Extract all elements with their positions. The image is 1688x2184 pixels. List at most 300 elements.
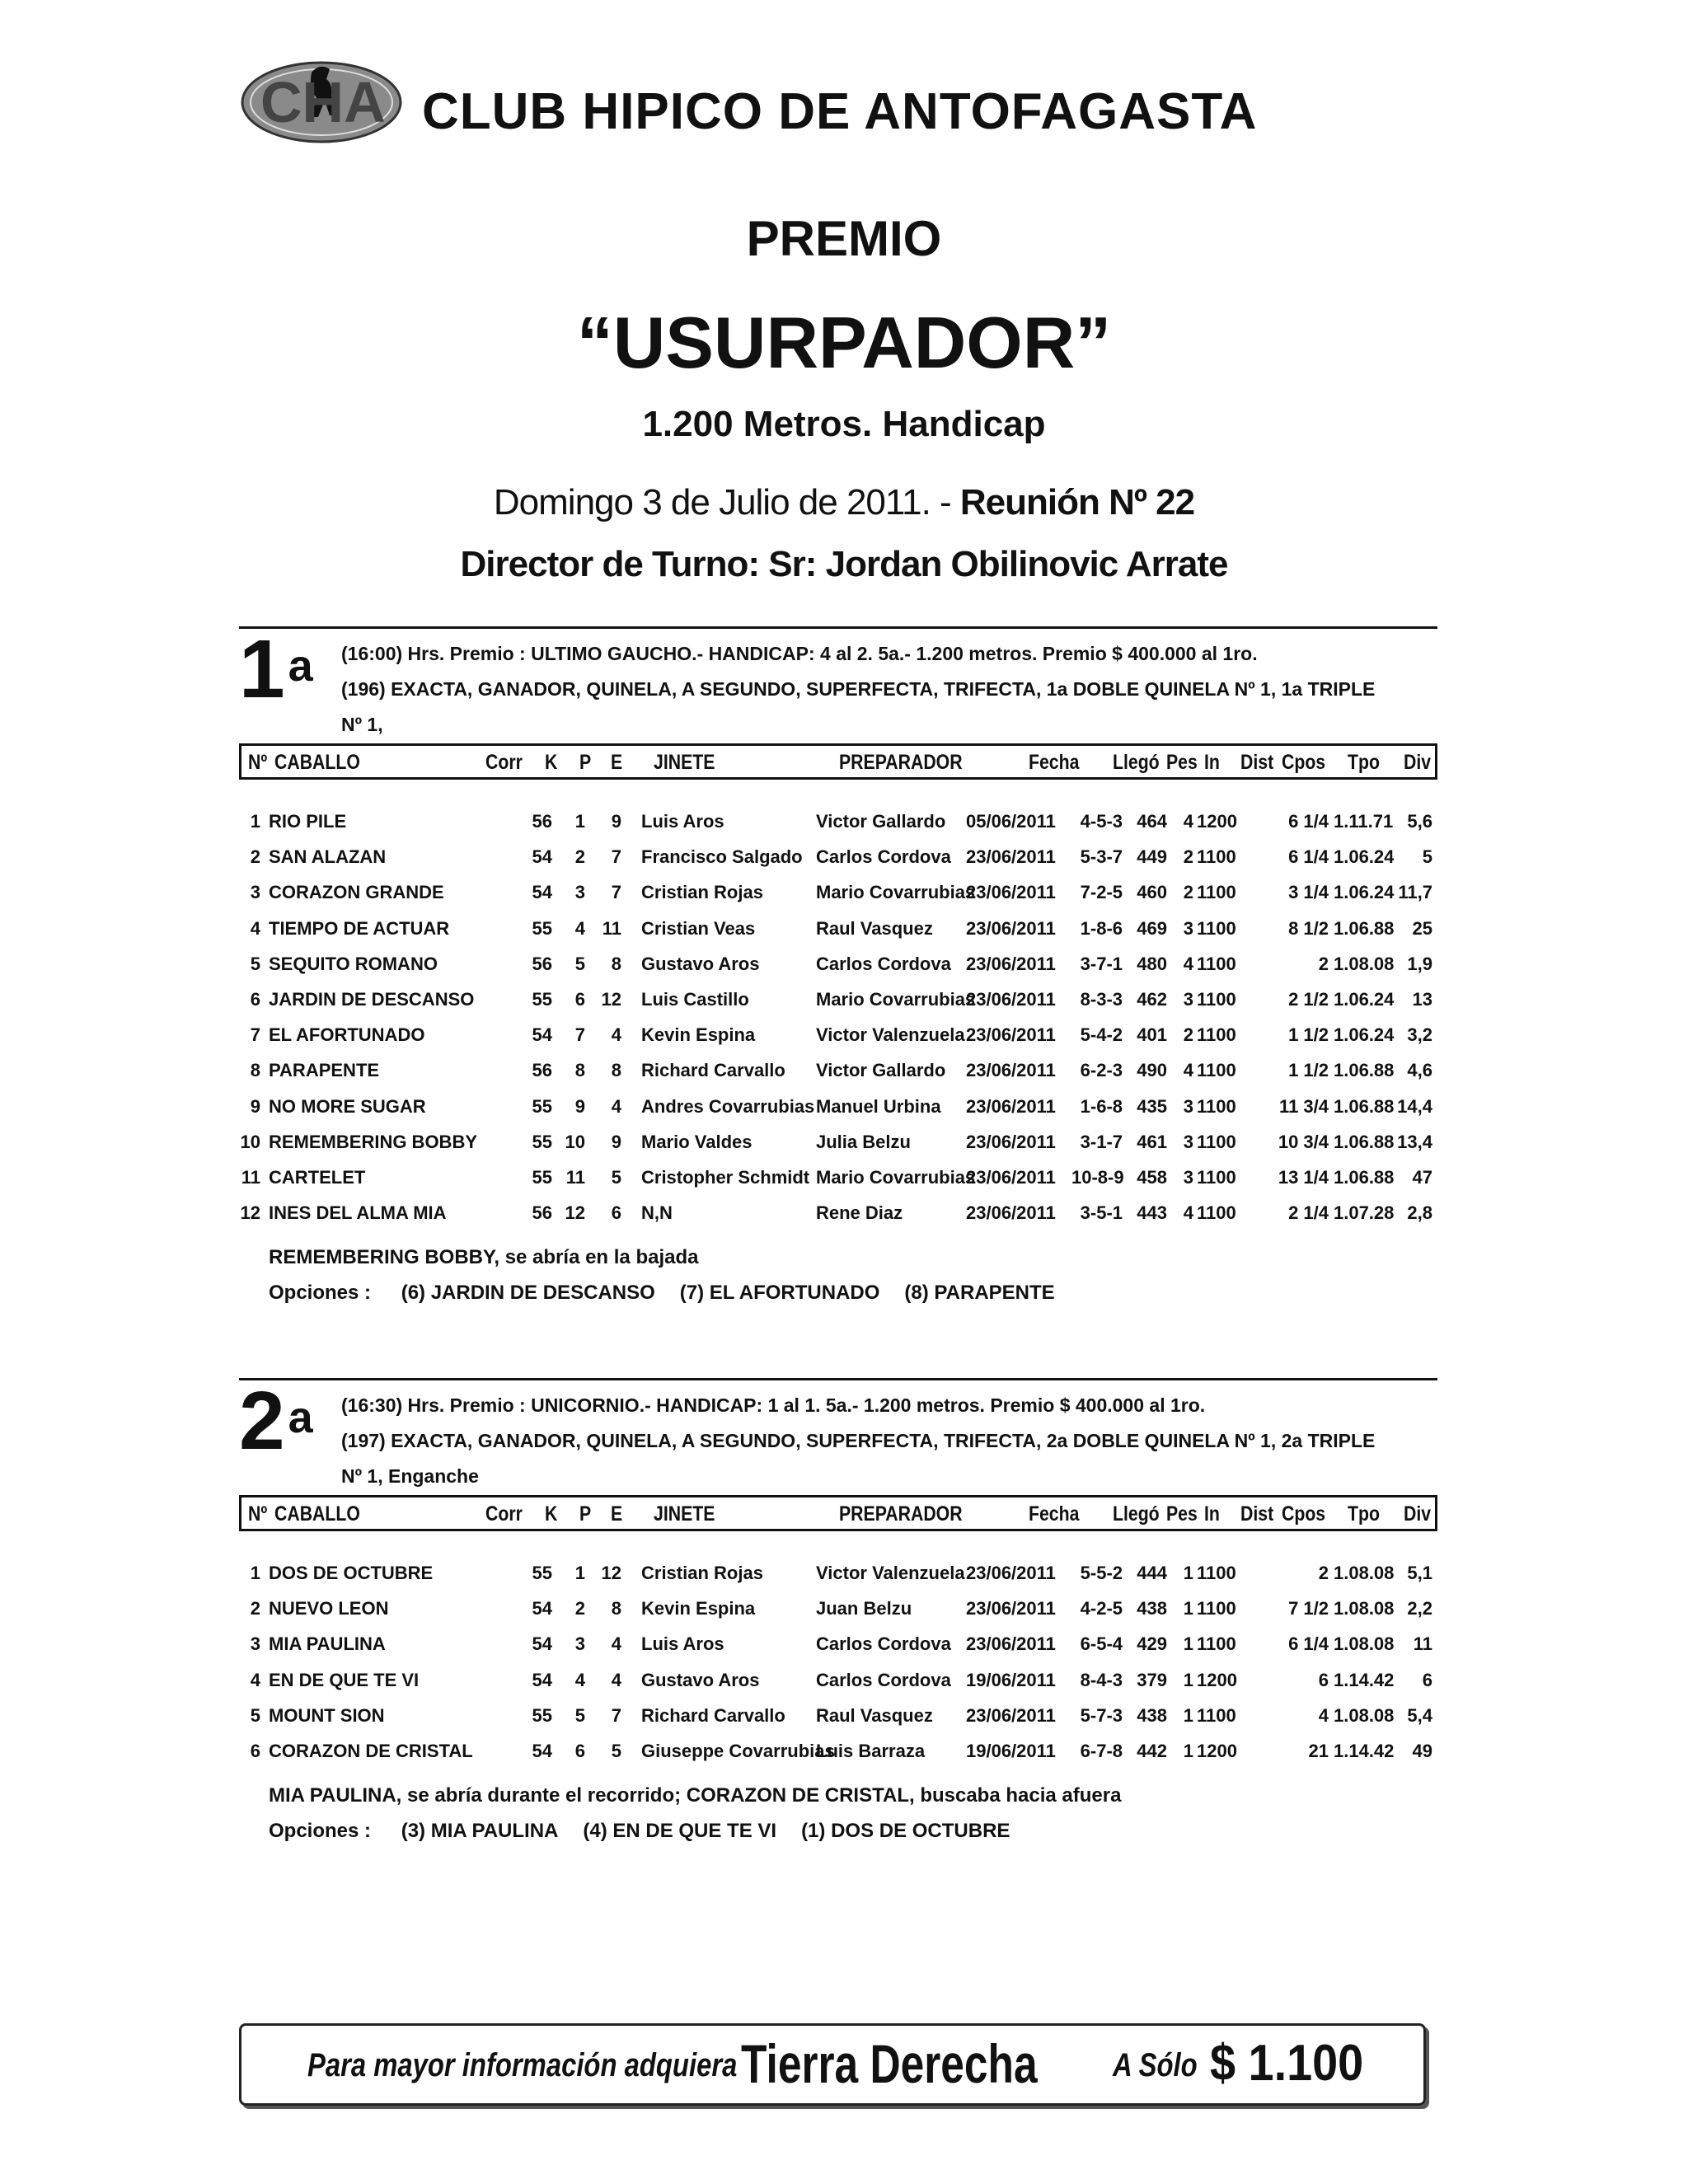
- cell-date: 23/06/2011: [966, 1202, 1056, 1224]
- cell-in: 1: [1183, 1633, 1193, 1655]
- svg-text:CHA: CHA: [260, 70, 386, 134]
- cell-row-number: 10: [240, 1131, 260, 1152]
- cell-in: 1: [1183, 1669, 1193, 1690]
- cell-cpos: 21: [1308, 1741, 1329, 1761]
- cell-weight-k: 55: [532, 1167, 552, 1188]
- cell-post-p: 7: [574, 1024, 585, 1046]
- cell-dist: 1200: [1197, 811, 1237, 832]
- cell-in: 3: [1183, 1095, 1193, 1117]
- cell-weight-k: 54: [532, 1633, 552, 1655]
- cell-trainer: Manuel Urbina: [816, 1095, 941, 1117]
- cell-horse-name: PARAPENTE: [269, 1060, 380, 1081]
- club-logo: [239, 56, 404, 145]
- column-header-post-p: P: [579, 1502, 592, 1526]
- column-header-horse-name: CABALLO: [274, 751, 360, 774]
- cell-trainer: Rene Diaz: [816, 1202, 903, 1224]
- cell-row-number: 1: [250, 811, 260, 832]
- cell-time: 1.07.28: [1334, 1202, 1395, 1224]
- cell-pes: 379: [1137, 1669, 1167, 1690]
- cell-date: 23/06/2011: [966, 953, 1056, 974]
- cell-post-p: 2: [574, 846, 585, 868]
- cell-time: 1.08.08: [1334, 1563, 1395, 1583]
- cell-weight-k: 54: [532, 1598, 552, 1619]
- cell-dist: 1100: [1197, 1598, 1236, 1619]
- table-row: [239, 1670, 1437, 1703]
- cell-time: 1.06.88: [1334, 1131, 1395, 1152]
- column-header-jockey: JINETE: [654, 1502, 715, 1526]
- cell-pes: 469: [1137, 917, 1167, 939]
- cell-time: 1.06.24: [1334, 882, 1395, 903]
- cell-horse-name: CARTELET: [269, 1167, 366, 1188]
- cell-e: 5: [611, 1741, 621, 1761]
- cell-trainer: Victor Valenzuela: [816, 1024, 965, 1046]
- cell-jockey: Cristian Rojas: [641, 882, 763, 903]
- cell-dividend: 13: [1412, 989, 1432, 1010]
- cell-time: 1.14.42: [1334, 1741, 1395, 1761]
- cell-e: 4: [611, 1669, 621, 1690]
- cell-cpos: 8 1/2: [1288, 917, 1329, 939]
- cell-e: 7: [611, 882, 621, 903]
- cell-dividend: 3,2: [1407, 1024, 1432, 1046]
- cell-jockey: Cristian Rojas: [641, 1563, 763, 1583]
- race-name: “USURPADOR”: [576, 302, 1112, 383]
- cell-post-p: 12: [565, 1202, 585, 1224]
- cell-post-p: 11: [565, 1167, 585, 1188]
- cell-dist: 1100: [1197, 1131, 1236, 1152]
- cell-time: 1.08.08: [1334, 1704, 1395, 1726]
- table-row: [239, 1167, 1437, 1200]
- column-header-dividend: Div: [1404, 751, 1432, 774]
- cell-weight-k: 55: [532, 1095, 552, 1117]
- cell-horse-name: MOUNT SION: [269, 1704, 385, 1726]
- cell-date: 23/06/2011: [966, 882, 1056, 903]
- table-row: [239, 1633, 1437, 1666]
- cell-jockey: Giuseppe Covarrubias: [641, 1741, 835, 1761]
- table-row: [239, 1741, 1437, 1774]
- race-line-1: (16:00) Hrs. Premio : ULTIMO GAUCHO.- HANDICAP: 4 al 2. 5a.- 1.200 metros. Premio $ 400.000 al 1ro.: [341, 643, 1258, 664]
- cell-weight-k: 56: [532, 1060, 552, 1081]
- cell-arrival: 1-8-6: [1080, 917, 1123, 939]
- table-row: [239, 954, 1437, 987]
- column-header-in: In: [1204, 1502, 1220, 1526]
- cell-pes: 449: [1137, 846, 1167, 868]
- cell-row-number: 2: [250, 1598, 260, 1619]
- cell-jockey: Cristian Veas: [641, 917, 756, 939]
- cell-trainer: Julia Belzu: [816, 1131, 911, 1152]
- cell-pes: 435: [1137, 1095, 1167, 1117]
- cell-dividend: 5,1: [1407, 1563, 1432, 1583]
- cell-time: 1.06.88: [1334, 1167, 1395, 1188]
- race-options: [269, 1282, 1055, 1305]
- cell-row-number: 6: [250, 1741, 260, 1761]
- column-header-dist: Dist: [1240, 1502, 1274, 1526]
- options-label: Opciones :: [269, 1820, 372, 1843]
- cell-dividend: 5,4: [1407, 1704, 1432, 1726]
- column-header-time: Tpo: [1348, 1502, 1380, 1526]
- race-divider: [239, 626, 1437, 629]
- cell-trainer: Mario Covarrubias: [816, 1167, 976, 1188]
- cell-dist: 1100: [1197, 1202, 1236, 1224]
- cell-jockey: Kevin Espina: [641, 1024, 756, 1046]
- cell-trainer: Luis Barraza: [816, 1741, 926, 1761]
- column-header-e: E: [611, 751, 623, 774]
- cell-cpos: 2 1/4: [1288, 1202, 1329, 1224]
- cell-time: 1.14.42: [1334, 1669, 1395, 1690]
- cell-cpos: 7 1/2: [1288, 1598, 1329, 1619]
- cell-cpos: 2 1/2: [1288, 989, 1329, 1010]
- column-header-arrival: Llegó: [1113, 751, 1160, 774]
- cell-dist: 1100: [1197, 953, 1236, 974]
- cell-dividend: 5,6: [1407, 811, 1432, 832]
- cell-dist: 1200: [1197, 1669, 1237, 1690]
- column-header-corr: Corr: [485, 1502, 523, 1526]
- cell-date: 23/06/2011: [966, 917, 1056, 939]
- cell-weight-k: 54: [532, 1669, 552, 1690]
- cell-e: 7: [611, 1704, 621, 1726]
- column-header-dist: Dist: [1240, 751, 1274, 774]
- cell-in: 4: [1183, 1202, 1193, 1224]
- cell-pes: 458: [1137, 1167, 1167, 1188]
- cell-row-number: 7: [250, 1024, 260, 1046]
- cell-dividend: 5: [1422, 846, 1432, 868]
- cell-row-number: 11: [241, 1167, 260, 1188]
- cell-row-number: 4: [250, 917, 260, 939]
- cell-dividend: 1,9: [1407, 953, 1432, 974]
- cell-jockey: Luis Aros: [641, 811, 724, 832]
- cell-horse-name: MIA PAULINA: [269, 1633, 386, 1655]
- cell-dist: 1200: [1197, 1741, 1237, 1761]
- race-distance: 1.200 Metros. Handicap: [642, 404, 1046, 444]
- cell-arrival: 7-2-5: [1080, 882, 1123, 903]
- cell-jockey: Luis Aros: [641, 1633, 724, 1655]
- cell-e: 9: [611, 1131, 621, 1152]
- cell-cpos: 11 3/4: [1279, 1095, 1329, 1117]
- table-row: [239, 1096, 1437, 1129]
- cell-dist: 1100: [1197, 1060, 1236, 1081]
- cell-dist: 1100: [1197, 1167, 1236, 1188]
- cell-horse-name: TIEMPO DE ACTUAR: [269, 917, 450, 939]
- race-description: [341, 1388, 1429, 1494]
- cell-weight-k: 55: [532, 917, 552, 939]
- cell-date: 23/06/2011: [966, 1095, 1056, 1117]
- cell-arrival: 3-1-7: [1080, 1131, 1123, 1152]
- cell-horse-name: NUEVO LEON: [269, 1598, 389, 1619]
- cell-trainer: Victor Valenzuela: [816, 1563, 965, 1583]
- cell-time: 1.06.24: [1334, 1024, 1395, 1046]
- cell-e: 5: [611, 1167, 621, 1188]
- cell-horse-name: CORAZON GRANDE: [269, 882, 444, 903]
- cell-weight-k: 55: [532, 989, 552, 1010]
- cell-in: 3: [1183, 1131, 1193, 1152]
- cell-horse-name: DOS DE OCTUBRE: [269, 1563, 434, 1583]
- cell-pes: 438: [1137, 1704, 1167, 1726]
- cell-date: 23/06/2011: [966, 1633, 1056, 1655]
- cell-horse-name: EN DE QUE TE VI: [269, 1669, 420, 1690]
- date-line: [0, 482, 1688, 523]
- race-line-3: Nº 1,: [341, 714, 383, 735]
- cell-trainer: Raul Vasquez: [816, 1704, 933, 1726]
- column-header-dividend: Div: [1404, 1502, 1432, 1526]
- cell-e: 8: [611, 953, 621, 974]
- cell-in: 3: [1183, 989, 1193, 1010]
- cell-row-number: 12: [240, 1202, 260, 1224]
- cell-cpos: 6 1/4: [1288, 811, 1329, 832]
- race-comment: MIA PAULINA, se abría durante el recorrido; CORAZON DE CRISTAL, buscaba hacia afuera: [269, 1784, 1122, 1807]
- cell-in: 4: [1183, 953, 1193, 974]
- cell-pes: 429: [1137, 1633, 1167, 1655]
- cell-arrival: 6-2-3: [1080, 1060, 1123, 1081]
- cell-weight-k: 55: [532, 1563, 552, 1583]
- cell-trainer: Raul Vasquez: [816, 917, 933, 939]
- column-header-weight-k: K: [545, 751, 558, 774]
- cell-weight-k: 55: [532, 1704, 552, 1726]
- cell-post-p: 5: [574, 953, 585, 974]
- cell-row-number: 6: [250, 989, 260, 1010]
- cell-date: 23/06/2011: [966, 1024, 1056, 1046]
- cell-pes: 443: [1137, 1202, 1167, 1224]
- cell-pes: 464: [1137, 811, 1167, 832]
- cell-trainer: Mario Covarrubias: [816, 882, 976, 903]
- cell-date: 19/06/2011: [966, 1741, 1056, 1761]
- cell-time: 1.08.08: [1334, 953, 1395, 974]
- race-line-2: (197) EXACTA, GANADOR, QUINELA, A SEGUNDO, SUPERFECTA, TRIFECTA, 2a DOBLE QUINELA Nº 1, 2a TRIPLE: [341, 1430, 1376, 1451]
- cell-weight-k: 54: [532, 846, 552, 868]
- column-header-row-number: Nº: [248, 1502, 268, 1526]
- cell-post-p: 8: [574, 1060, 585, 1081]
- race-line-1: (16:30) Hrs. Premio : UNICORNIO.- HANDICAP: 1 al 1. 5a.- 1.200 metros. Premio $ 400.000 al 1ro.: [341, 1394, 1206, 1416]
- cell-cpos: 2: [1318, 1563, 1329, 1583]
- cell-in: 2: [1183, 1024, 1193, 1046]
- cell-row-number: 5: [250, 953, 260, 974]
- column-header-date: Fecha: [1029, 751, 1080, 774]
- cell-dist: 1100: [1197, 989, 1236, 1010]
- race-line-3: Nº 1, Enganche: [341, 1465, 479, 1487]
- cell-post-p: 4: [574, 1669, 585, 1690]
- meeting-number: Reunión Nº 22: [959, 482, 1195, 523]
- table-row: [239, 1024, 1437, 1057]
- cell-dist: 1100: [1197, 846, 1236, 868]
- cell-row-number: 3: [250, 882, 260, 903]
- cell-time: 1.11.71: [1334, 811, 1394, 832]
- cell-dividend: 14,4: [1397, 1095, 1432, 1117]
- table-row: [239, 1060, 1437, 1093]
- cell-in: 2: [1183, 882, 1193, 903]
- cell-weight-k: 54: [532, 882, 552, 903]
- cell-dist: 1100: [1197, 1563, 1236, 1583]
- cell-dist: 1100: [1197, 1633, 1236, 1655]
- cell-e: 12: [601, 1563, 621, 1583]
- cell-arrival: 1-6-8: [1080, 1095, 1123, 1117]
- cell-arrival: 5-5-2: [1080, 1563, 1123, 1583]
- cell-pes: 460: [1137, 882, 1167, 903]
- race-number: 1$^a$: [239, 623, 313, 715]
- cell-jockey: Richard Carvallo: [641, 1060, 785, 1081]
- cell-in: 1: [1183, 1563, 1193, 1583]
- cell-arrival: 3-7-1: [1080, 953, 1123, 974]
- cell-post-p: 1: [574, 811, 585, 832]
- cell-arrival: 4-2-5: [1080, 1598, 1123, 1619]
- column-header-e: E: [611, 1502, 623, 1526]
- cell-weight-k: 56: [532, 1202, 552, 1224]
- cell-pes: 442: [1137, 1741, 1167, 1761]
- cell-row-number: 1: [250, 1563, 260, 1583]
- column-header-date: Fecha: [1029, 1502, 1080, 1526]
- column-header-cpos: Cpos: [1282, 1502, 1326, 1526]
- cell-dist: 1100: [1197, 882, 1236, 903]
- cell-e: 6: [611, 1202, 621, 1224]
- cell-e: 8: [611, 1598, 621, 1619]
- cell-trainer: Victor Gallardo: [816, 811, 946, 832]
- director-line: Director de Turno: Sr: Jordan Obilinovic Arrate: [460, 544, 1228, 584]
- cell-dist: 1100: [1197, 1095, 1236, 1117]
- cell-arrival: 5-4-2: [1080, 1024, 1123, 1046]
- cell-pes: 462: [1137, 989, 1167, 1010]
- cell-date: 23/06/2011: [966, 1704, 1056, 1726]
- cell-trainer: Carlos Cordova: [816, 1669, 951, 1690]
- cell-horse-name: RIO PILE: [269, 811, 347, 832]
- cell-post-p: 9: [574, 1095, 585, 1117]
- cell-time: 1.08.08: [1334, 1633, 1395, 1655]
- cell-dividend: 11: [1413, 1633, 1432, 1655]
- cell-in: 4: [1183, 1060, 1193, 1081]
- column-header-time: Tpo: [1348, 751, 1380, 774]
- cell-cpos: 10 3/4: [1278, 1131, 1329, 1152]
- cell-post-p: 4: [574, 917, 585, 939]
- cell-post-p: 3: [574, 1633, 585, 1655]
- race-options: [269, 1820, 1010, 1843]
- table-row: [239, 1705, 1437, 1738]
- cell-arrival: 10-8-9: [1071, 1167, 1124, 1188]
- cell-row-number: 4: [250, 1669, 260, 1690]
- cell-arrival: 4-5-3: [1080, 811, 1123, 832]
- table-row: [239, 918, 1437, 951]
- cell-date: 19/06/2011: [966, 1669, 1056, 1690]
- cell-row-number: 3: [250, 1633, 260, 1655]
- cell-dividend: 2,2: [1407, 1598, 1432, 1619]
- cell-dividend: 13,4: [1397, 1131, 1432, 1152]
- column-header-post-p: P: [579, 751, 592, 774]
- table-row: [239, 989, 1437, 1022]
- cell-row-number: 2: [250, 846, 260, 868]
- cell-e: 4: [611, 1024, 621, 1046]
- race-number: 2$^a$: [239, 1375, 313, 1467]
- race-divider: [239, 1378, 1437, 1380]
- cell-date: 23/06/2011: [966, 1167, 1056, 1188]
- cell-horse-name: EL AFORTUNADO: [269, 1024, 425, 1046]
- results-table-header: [239, 1495, 1437, 1531]
- cell-post-p: 5: [574, 1704, 585, 1726]
- table-row: [239, 882, 1437, 915]
- cell-pes: 444: [1137, 1563, 1167, 1583]
- column-header-horse-name: CABALLO: [274, 1502, 360, 1526]
- cell-dividend: 11,7: [1398, 882, 1432, 903]
- cell-pes: 480: [1137, 953, 1167, 974]
- cell-e: 7: [611, 846, 621, 868]
- table-row: [239, 811, 1437, 844]
- cell-e: 11: [602, 917, 621, 939]
- cell-in: 4: [1183, 811, 1193, 832]
- option-item: (4) EN DE QUE TE VI: [583, 1820, 777, 1843]
- banner-price-label: A Sólo: [1113, 2047, 1198, 2083]
- cell-weight-k: 56: [532, 811, 552, 832]
- cell-in: 2: [1183, 846, 1193, 868]
- table-row: [239, 846, 1437, 879]
- cell-time: 1.06.88: [1334, 1095, 1395, 1117]
- cell-date: 23/06/2011: [966, 1598, 1056, 1619]
- cell-jockey: Richard Carvallo: [641, 1704, 785, 1726]
- cell-horse-name: REMEMBERING BOBBY: [269, 1131, 478, 1152]
- column-header-arrival: Llegó: [1113, 1502, 1160, 1526]
- cell-dividend: 47: [1412, 1167, 1432, 1188]
- banner-price: $ 1.100: [1210, 2035, 1364, 2092]
- option-item: (7) EL AFORTUNADO: [679, 1282, 880, 1305]
- cell-dist: 1100: [1197, 917, 1236, 939]
- option-item: (6) JARDIN DE DESCANSO: [401, 1282, 655, 1305]
- cell-date: 23/06/2011: [966, 846, 1056, 868]
- cell-time: 1.06.88: [1334, 1060, 1395, 1081]
- cell-arrival: 5-7-3: [1080, 1704, 1123, 1726]
- cell-cpos: 6: [1318, 1669, 1329, 1690]
- column-header-trainer: PREPARADOR: [839, 751, 963, 774]
- option-item: (1) DOS DE OCTUBRE: [801, 1820, 1010, 1843]
- promo-banner: [239, 2023, 1426, 2106]
- column-header-pes: Pes: [1166, 1502, 1198, 1526]
- cell-dividend: 4,6: [1407, 1060, 1432, 1081]
- cell-dist: 1100: [1197, 1704, 1236, 1726]
- cell-arrival: 6-5-4: [1080, 1633, 1123, 1655]
- cell-cpos: 4: [1318, 1704, 1329, 1726]
- cell-horse-name: INES DEL ALMA MIA: [269, 1202, 447, 1224]
- options-label: Opciones :: [269, 1282, 372, 1305]
- cell-trainer: Mario Covarrubias: [816, 989, 976, 1010]
- cell-date: 23/06/2011: [966, 1563, 1056, 1583]
- cell-cpos: 2: [1318, 953, 1329, 974]
- cell-dividend: 6: [1422, 1669, 1432, 1690]
- cell-in: 1: [1183, 1598, 1193, 1619]
- cell-in: 1: [1183, 1741, 1193, 1761]
- cell-dist: 1100: [1197, 1024, 1236, 1046]
- cell-in: 3: [1183, 1167, 1193, 1188]
- cell-date: 05/06/2011: [966, 811, 1056, 832]
- cell-horse-name: SAN ALAZAN: [269, 846, 387, 868]
- cell-e: 4: [611, 1633, 621, 1655]
- cell-pes: 490: [1137, 1060, 1167, 1081]
- cell-trainer: Juan Belzu: [816, 1598, 912, 1619]
- banner-text: Para mayor información adquiera: [307, 2047, 738, 2083]
- banner-publication: Tierra Derecha: [741, 2033, 1038, 2094]
- cell-trainer: Carlos Cordova: [816, 846, 951, 868]
- cell-horse-name: NO MORE SUGAR: [269, 1095, 426, 1117]
- cell-cpos: 1 1/2: [1288, 1024, 1329, 1046]
- cell-arrival: 5-3-7: [1080, 846, 1123, 868]
- cell-horse-name: SEQUITO ROMANO: [269, 953, 438, 974]
- cell-horse-name: JARDIN DE DESCANSO: [269, 989, 475, 1010]
- cell-arrival: 8-4-3: [1080, 1669, 1123, 1690]
- column-header-row-number: Nº: [248, 751, 268, 774]
- date-text: Domingo 3 de Julio de 2011. -: [493, 482, 960, 523]
- cell-row-number: 8: [250, 1060, 260, 1081]
- column-header-weight-k: K: [545, 1502, 558, 1526]
- column-header-in: In: [1204, 751, 1220, 774]
- cell-post-p: 1: [574, 1563, 585, 1583]
- cell-jockey: Gustavo Aros: [641, 953, 760, 974]
- cell-in: 1: [1183, 1704, 1193, 1726]
- cell-time: 1.06.24: [1334, 989, 1395, 1010]
- race-line-2: (196) EXACTA, GANADOR, QUINELA, A SEGUNDO, SUPERFECTA, TRIFECTA, 1a DOBLE QUINELA Nº 1, 1a TRIPLE: [341, 678, 1376, 700]
- cell-date: 23/06/2011: [966, 1131, 1056, 1152]
- cell-e: 4: [611, 1095, 621, 1117]
- cell-pes: 401: [1137, 1024, 1167, 1046]
